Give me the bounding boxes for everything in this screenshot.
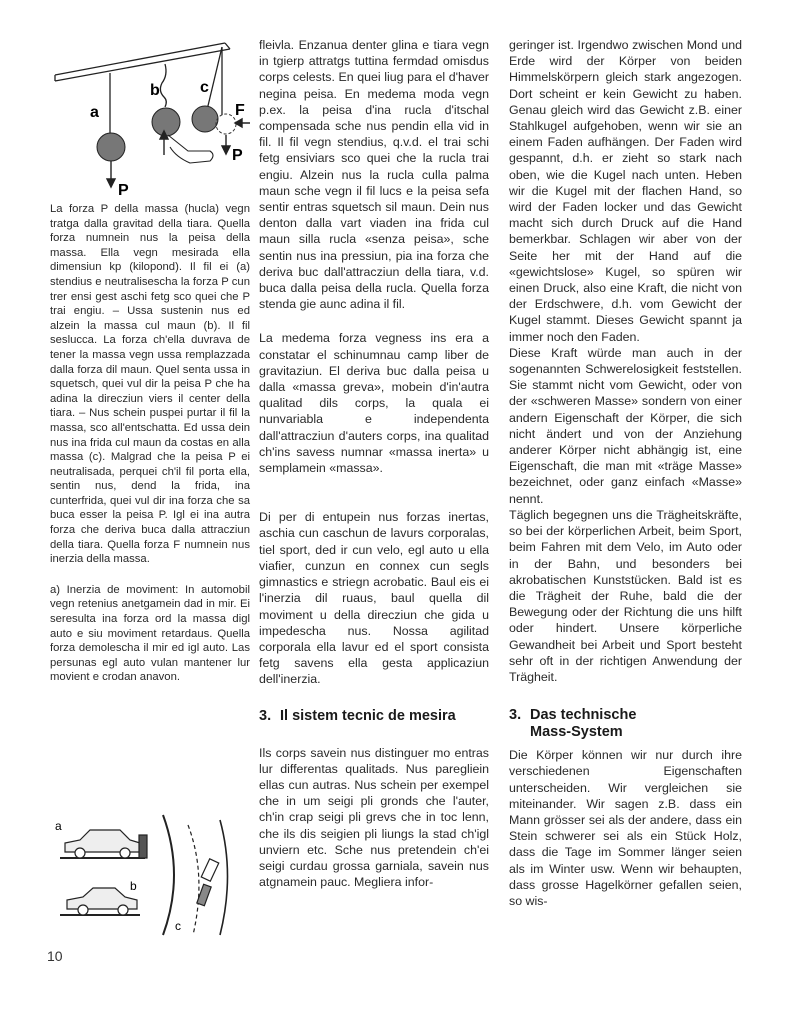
column-2 bbox=[259, 37, 489, 890]
column-3 bbox=[509, 37, 742, 909]
label-force-f: F bbox=[235, 102, 245, 119]
label-car-b: b bbox=[130, 879, 137, 893]
paragraph: geringer ist. Irgendwo zwischen Mond und Erde wird der Körper von beiden Himmelskörpern gleich stark angezogen. Dort scheint er kein Gewicht zu haben. Genau gleich wird das Gewicht z.B. einer Stahlkugel aufgehoben, wenn wir sie an einem Faden aufhängen. Der Faden wird gespannt, d.h. er zieht so stark nach oben, wie die Kugel nach unten. Heben wir die Kugel mit der flachen Hand, so wird der Faden locker und das Gewicht macht sich durch Druck auf die Hand bemerkbar. Schlagen wir aber von der Seite her mit der Hand auf die «gewichtslose» Kugel, so spüren wir einen Druck, also eine Kraft, die nicht von der Erdschwere, d.h. vom Gewicht der Kugel stammt. Dieses Gewicht spannt ja immer noch den Faden. bbox=[509, 38, 742, 344]
mass-b bbox=[152, 108, 180, 136]
label-b: b bbox=[150, 82, 160, 99]
heading-text-line2: Mass-System bbox=[530, 724, 623, 741]
road-curve-outer bbox=[220, 820, 228, 935]
car-inertia-figure bbox=[55, 805, 245, 945]
string-c bbox=[207, 47, 222, 110]
paragraph: Di per di entupein nus forzas inertas, aschia cun caschun de lavurs corporalas, tiel sport, ded ir cun velo, egl auto u ella viafier, cunzun en connex cun segls gimnastics e striegn acrobatic. Baul eis ei l'inerzia dil ruaus, baul quella dil moviment u della direcziun che gida u impedescha nus. Nossa agilitad corporala ella lavur ed el sport consista fetg savens ella gesta applicaziun dell'inerzia. bbox=[259, 510, 489, 687]
figure-caption: La forza P della massa (hucla) vegn tratga dalla gravitad della tiara. Quella forza numnein nus la peisa della massa. Ella vegn mesirada ella dimensiun kp (kilopond). Il fil ei (a) stendius e neutralisescha la forza P cun trer ensi gest aschi fetg sco quei che P trai engiu. – Ussa sustenin nus ed alzein la massa cul maun (b). Il fil seslucca. La forza ch'ella duvrava de tener la massa vegn ussa remplazzada dalla forza dil maun. Quel senta ussa in squetsch, quei vul dir la peisa P che ha adina la direcziun viers il center della tiara. – Nus schein puspei purtar il fil la massa, sco all'entschatta. Ed ussa dein nus ina frida cul maun da costas en alla massa (c). Malgrad che la peisa P ei neutralisada, perquei ch'il fil porta ella, sentin nus, dend la frida, ina cunterfrida, quei vul dir ina forza che sa buca esser la peisa P. Igl ei ina autra forza che deriva buca dalla attracziun della tiara. Quella forza F numnein nus inerzia della massa. bbox=[50, 203, 250, 566]
car-a bbox=[65, 830, 140, 852]
string-b bbox=[160, 64, 166, 107]
mass-c-displaced bbox=[216, 114, 236, 134]
hand bbox=[168, 135, 213, 163]
beam bbox=[55, 43, 230, 81]
heading-number: 3. bbox=[259, 707, 272, 724]
column-1 bbox=[50, 202, 250, 685]
label-force-p-c: P bbox=[232, 147, 243, 164]
label-c: c bbox=[200, 79, 209, 96]
road-curve-inner bbox=[163, 815, 174, 935]
paragraph: La medema forza vegness ins era a constatar el schinumnau camp liber de gravitaziun. El deriva buc dalla peisa u dalla «massa greva», mobein d'in'autra qualitad dils corps, la quala ei nunvariabla e independenta dall'attracziun d'auters corps, ina qualitad ch'ins savess numnar «massa inerta» u semplamein «massa». bbox=[259, 331, 489, 476]
heading-number: 3. bbox=[509, 707, 522, 724]
mass-c bbox=[192, 106, 218, 132]
mass-a bbox=[97, 133, 125, 161]
heading-text: Das technische bbox=[530, 707, 637, 724]
label-car-c: c bbox=[175, 919, 181, 933]
paragraph: Die Körper können wir nur durch ihre verschiedenen Eigenschaften unterscheiden. Wir vergleichen sie miteinander. Wir sagen z.B. dass ein Mann grösser sei als der andere, dass ein Stein schwerer sei als ein Stück Holz, dass die Tage im Sommer länger seien als im Winter usw. Wenn wir behaupten, dass grosse Hagelkörner gefallen seien, so wis- bbox=[509, 748, 742, 908]
paragraph: fleivla. Enzanua denter glina e tiara vegn in tgierp attratgs tuttina fermdad omisdus corps celests. En quei liug para el d'haver negina peisa. En medema moda vegn p.ex. la peisa d'ina rucla d'itschal compensada sche nus pendin ella vid in fil. Il fil vegn stendius, q.v.d. el trai schi fetg ensiviars sco quei che la rucla trai engiu. Alzein nus la rucla culla palma maun sche vegn il fil lucs e la peisa sefa sentir entras squetsch sil maun. Dein nus denton dalla vart viaden ina frida cul maun silla rucla «senza peisa», sche sentin nus ina pressiun, pia ina forza che deriva buc dall'attracziun della tiara, v.d. buca dalla peisa della rucla. Quella forza stenda gie aunc adina il fil. bbox=[259, 38, 489, 312]
section-heading bbox=[259, 708, 489, 725]
label-car-a: a bbox=[55, 819, 62, 833]
paragraph: Diese Kraft würde man auch in der sogenannten Schwerelosigkeit feststellen. Sie stammt nicht vom Gewicht, oder von der «schweren Masse» sondern von einer andern Eigenschaft der Körper, die sich nicht ändert und von der Anziehung anderer Körper nicht abhängig ist, eine Eigenschaft, die man mit «träge Masse» bezeichnet, oder ganz einfach «Masse» nennt. bbox=[509, 345, 742, 506]
label-force-p-a: P bbox=[118, 182, 129, 195]
label-a: a bbox=[90, 104, 99, 121]
page-number: 10 bbox=[47, 948, 63, 964]
wall bbox=[139, 835, 147, 858]
paragraph: Ils corps savein nus distinguer mo entras lur differentas qualitads. Nus paregliein ellas cun autras. Nus schein per exempel che in um seigi pli gronds che l'auter, ch'in crap seigi pli grevs che in toc lenn, che ils dis seigien pli liungs la stad ch'igl unviern etc. Sche nus pretendein ch'ei seigi curdau grossa garniala, savein nus atgnamein pauc. Megliera infor- bbox=[259, 745, 489, 890]
pendulum-figure bbox=[50, 35, 250, 195]
section-heading bbox=[509, 707, 742, 741]
paragraph: Täglich begegnen uns die Trägheitskräfte, so bei der körperlichen Arbeit, beim Sport, beim Fahren mit dem Velo, im Auto oder in der Bahn, und besonders bei akrobatischen Kunststücken. Bald ist es die Trägheit der Ruhe, bald die der Bewegung oder der Richtung die uns hilft oder hindert. Unsere körperliche Gewandheit bei Arbeit und Sport besteht sehr oft in der richtigen Anwendung der Trägheit. bbox=[509, 507, 742, 684]
heading-text: Il sistem tecnic de mesira bbox=[280, 707, 456, 724]
inertia-note: a) Inerzia de moviment: In automobil vegn retenius anetgamein dad in mir. Ei seresulta ina forza ord la massa digl auto e siu moviment retardaus. Quella forza demolescha il mir ed igl auto. Las persunas egl auto vulan mantener lur movient e crodan anavon. bbox=[50, 583, 250, 684]
